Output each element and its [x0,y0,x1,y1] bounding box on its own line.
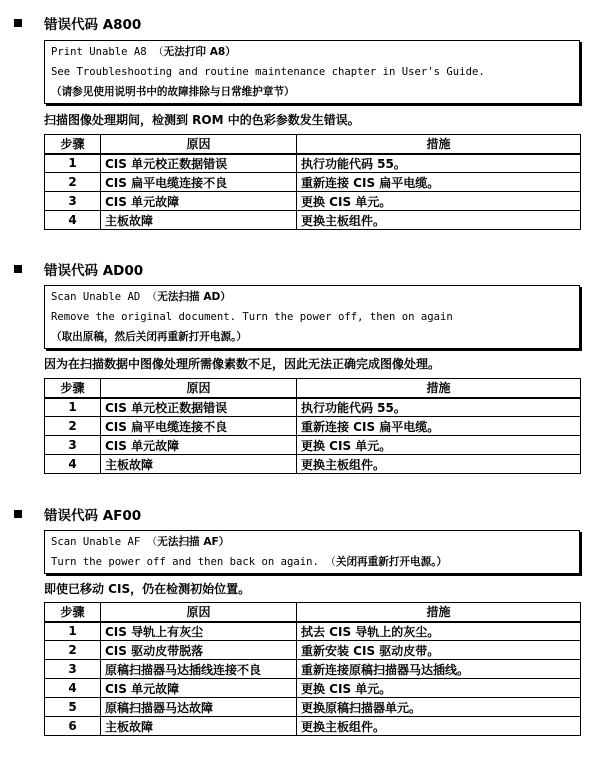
step-number: 4 [45,679,101,698]
message-line-3: （取出原稿，然后关闭再重新打开电源。） [51,331,247,343]
table-row [45,641,581,660]
header-cause: 原因 [101,603,297,622]
header-step: 步骤 [45,135,101,154]
header-action: 措施 [297,603,581,622]
message-line-1 [51,287,573,307]
section-heading [14,260,143,278]
action-cell: 执行功能代码 55。 [297,154,581,173]
table-row [45,154,581,173]
table-row [45,417,581,436]
step-number: 1 [45,154,101,173]
error-message-box [44,530,580,574]
cause-cell: 主板故障 [101,455,297,474]
message-text: Print Unable A8 （ [51,46,164,58]
cause-cell: CIS 单元故障 [101,679,297,698]
table-header-row [45,603,581,622]
bullet-square-icon [14,510,22,518]
header-action: 措施 [297,135,581,154]
step-number: 1 [45,398,101,417]
message-text: Scan Unable AF （ [51,536,158,548]
step-number: 2 [45,173,101,192]
step-number: 4 [45,211,101,230]
cause-cell: 主板故障 [101,211,297,230]
header-cause: 原因 [101,379,297,398]
message-line-1 [51,42,573,62]
table-row [45,455,581,474]
cause-cell: CIS 单元故障 [101,192,297,211]
section-title: 错误代码 AD00 [44,263,144,279]
cause-cell: 主板故障 [101,717,297,736]
action-cell: 重新连接 CIS 扁平电缆。 [297,173,581,192]
step-number: 3 [45,660,101,679]
step-number: 3 [45,192,101,211]
action-cell: 更换原稿扫描器单元。 [297,698,581,717]
header-step: 步骤 [45,603,101,622]
header-action: 措施 [297,379,581,398]
cause-cell: 原稿扫描器马达插线连接不良 [101,660,297,679]
action-cell: 重新连接 CIS 扁平电缆。 [297,417,581,436]
action-cell: 更换 CIS 单元。 [297,679,581,698]
message-text: Scan Unable AD （ [51,291,158,303]
section-heading [14,505,141,523]
header-step: 步骤 [45,379,101,398]
action-cell: 更换主板组件。 [297,455,581,474]
table-row [45,211,581,230]
step-number: 4 [45,455,101,474]
section-title: 错误代码 A800 [44,17,142,33]
action-cell: 重新连接原稿扫描器马达插线。 [297,660,581,679]
table-row [45,660,581,679]
table-row [45,192,581,211]
cause-cell: 原稿扫描器马达故障 [101,698,297,717]
action-cell: 更换 CIS 单元。 [297,436,581,455]
table-row [45,698,581,717]
cause-cell: CIS 扁平电缆连接不良 [101,173,297,192]
action-cell: 更换主板组件。 [297,717,581,736]
action-cell: 拭去 CIS 导轨上的灰尘。 [297,622,581,641]
table-row [45,436,581,455]
table-header-row [45,135,581,154]
message-text-zh: 无法扫描 AF） [157,536,230,548]
table-row [45,717,581,736]
message-line-2: Remove the original document. Turn the power off, then on again [51,311,453,323]
message-text: Turn the power off and then back on again. （ [51,556,336,568]
error-description: 扫描图像处理期间，检测到 ROM 中的色彩参数发生错误。 [44,113,360,127]
action-cell: 执行功能代码 55。 [297,398,581,417]
step-number: 5 [45,698,101,717]
step-number: 2 [45,417,101,436]
table-row [45,679,581,698]
section-heading [14,14,141,32]
message-line-1 [51,532,573,552]
steps-table [44,602,581,736]
error-message-box [44,40,580,104]
action-cell: 重新安装 CIS 驱动皮带。 [297,641,581,660]
message-line-2: See Troubleshooting and routine maintenance chapter in User's Guide. [51,66,485,78]
step-number: 2 [45,641,101,660]
table-row [45,398,581,417]
message-text-zh: 关闭再重新打开电源。） [335,556,448,568]
bullet-square-icon [14,19,22,27]
table-header-row [45,379,581,398]
cause-cell: CIS 导轨上有灰尘 [101,622,297,641]
message-text-zh: 无法打印 A8） [163,46,236,58]
error-description: 因为在扫描数据中图像处理所需像素数不足，因此无法正确完成图像处理。 [44,357,441,371]
error-description: 即使已移动 CIS，仍在检测初始位置。 [44,582,251,596]
step-number: 6 [45,717,101,736]
table-row [45,622,581,641]
cause-cell: CIS 扁平电缆连接不良 [101,417,297,436]
steps-table [44,378,581,474]
error-message-box [44,285,580,349]
cause-cell: CIS 驱动皮带脱落 [101,641,297,660]
message-text-zh: 无法扫描 AD） [157,291,231,303]
steps-table [44,134,581,230]
step-number: 1 [45,622,101,641]
action-cell: 更换主板组件。 [297,211,581,230]
step-number: 3 [45,436,101,455]
bullet-square-icon [14,265,22,273]
header-cause: 原因 [101,135,297,154]
message-line-2 [51,552,573,572]
cause-cell: CIS 单元校正数据错误 [101,398,297,417]
cause-cell: CIS 单元故障 [101,436,297,455]
message-line-3: （请参见使用说明书中的故障排除与日常维护章节） [51,86,295,98]
action-cell: 更换 CIS 单元。 [297,192,581,211]
cause-cell: CIS 单元校正数据错误 [101,154,297,173]
table-row [45,173,581,192]
section-title: 错误代码 AF00 [44,508,142,524]
